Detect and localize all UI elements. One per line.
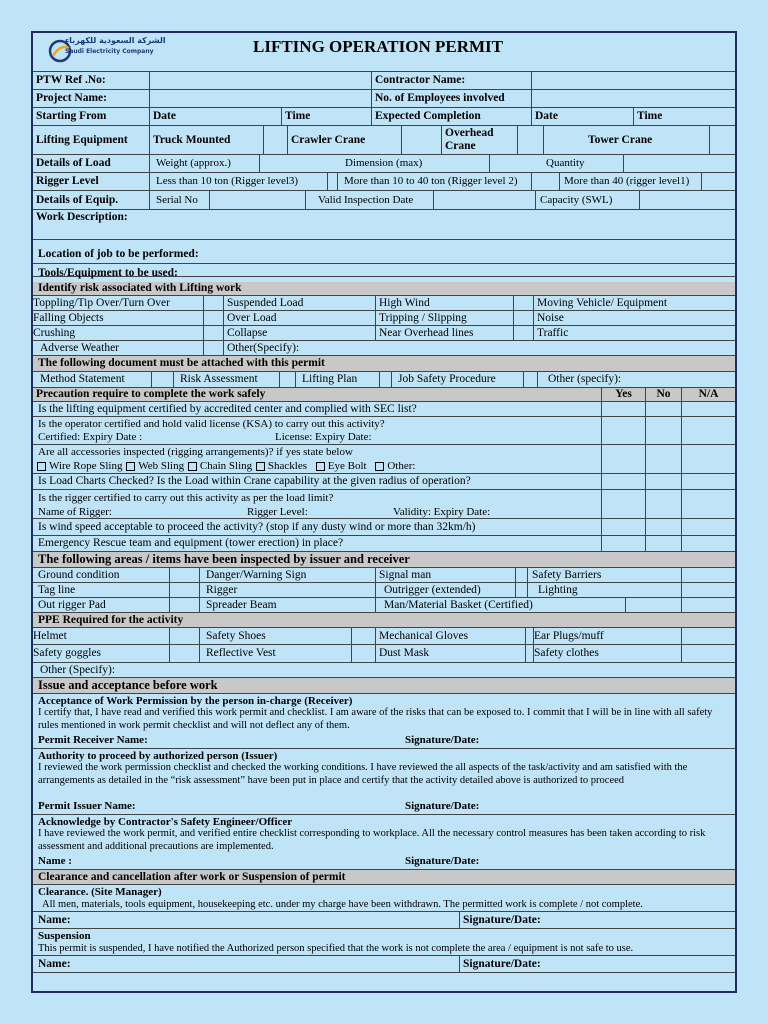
no-cell[interactable] — [645, 519, 681, 535]
weight-label: Weight (approx.) — [149, 155, 259, 172]
precaution-question: Is wind speed acceptable to proceed the activity? (stop if any dusty wind or more than 32km/h) — [38, 520, 476, 533]
ptw-ref-field[interactable] — [149, 71, 371, 89]
risk-item[interactable]: Noise — [533, 311, 735, 325]
rigger-level-3-option[interactable]: Less than 10 ton (Rigger level3) — [149, 173, 327, 190]
rigger-validity-label: Validity: Expiry Date: — [393, 506, 491, 518]
authority-text: I reviewed the work permission checklist and checked the working conditions. I have reviewed the all aspects of the task/activity and am satisfied with the arrangements as detailed in the “risk assessment” have been put in place and certify that the activity detailed above is authorized to proceed — [38, 762, 688, 786]
precaution-question: Is Load Charts Checked? Is the Load within Crane capability at the given radius of operation? — [38, 475, 471, 488]
permit-form — [31, 31, 737, 993]
accessory-label: Shackles — [267, 460, 307, 472]
ppe-row-1 — [33, 628, 735, 645]
logo-arabic-text: الشركة السعودية للكهرباء — [65, 36, 166, 45]
precaution-row-3 — [33, 445, 735, 474]
expected-completion-label: Expected Completion — [371, 108, 531, 125]
inspected-check[interactable] — [169, 583, 199, 597]
tools-label: Tools/Equipment to be used: — [38, 266, 178, 279]
na-cell[interactable] — [681, 490, 735, 518]
ptw-ref-label: PTW Ref .No: — [36, 73, 106, 86]
equip-row — [33, 191, 735, 210]
documents-row — [33, 372, 735, 388]
clearance-header — [33, 870, 735, 885]
ppe-check[interactable] — [351, 628, 375, 644]
receiver-signature-label[interactable]: Signature/Date: — [405, 734, 480, 746]
no-cell[interactable] — [645, 474, 681, 489]
tower-crane-option[interactable]: Tower Crane — [543, 126, 709, 154]
na-cell[interactable] — [681, 474, 735, 489]
clearance-title: Clearance. (Site Manager) — [38, 886, 162, 898]
na-cell[interactable] — [681, 417, 735, 444]
wire-rope-sling-checkbox[interactable] — [37, 462, 46, 471]
ppe-item[interactable]: Reflective Vest — [199, 645, 351, 662]
ptw-row — [33, 71, 735, 90]
quantity-label: Quantity — [546, 157, 585, 170]
document-item[interactable]: Lifting Plan — [295, 372, 379, 387]
document-check[interactable] — [523, 372, 537, 387]
rigger-level-2-check[interactable] — [531, 173, 559, 190]
clearance-header-text: Clearance and cancellation after work or Suspension of permit — [38, 870, 346, 883]
inspected-item[interactable]: Spreader Beam — [199, 598, 375, 612]
ppe-check[interactable] — [681, 645, 735, 662]
suspension-block — [33, 929, 735, 956]
yes-cell[interactable] — [601, 417, 645, 444]
accessory-label: Chain Sling — [199, 460, 253, 472]
rigger-level-field-label: Rigger Level: — [247, 506, 308, 518]
capacity-label: Capacity (SWL) — [535, 191, 639, 209]
rigger-level-1-option[interactable]: More than 40 (rigger level1) — [559, 173, 701, 190]
no-cell[interactable] — [645, 402, 681, 416]
clearance-block — [33, 885, 735, 912]
ppe-check[interactable] — [169, 628, 199, 644]
rigger-level-row — [33, 173, 735, 191]
risk-item[interactable]: Over Load — [223, 311, 375, 325]
inspection-date-field[interactable] — [433, 191, 535, 209]
authority-block — [33, 749, 735, 815]
start-date-field[interactable]: Date — [149, 108, 281, 125]
acknowledge-text: I have reviewed the work permit, and verified entire checklist corresponding to workplace. All the necessary control measures has been taken according to risk assessment and additional precautions are implemented. — [38, 828, 706, 852]
ppe-item[interactable]: Safety Shoes — [199, 628, 351, 644]
risk-check[interactable] — [513, 326, 533, 340]
work-description-row[interactable] — [33, 210, 735, 240]
lifting-equipment-row — [33, 126, 735, 155]
inspected-header — [33, 552, 735, 568]
inspected-item[interactable]: Safety Barriers — [527, 568, 681, 582]
employees-field[interactable] — [531, 90, 735, 107]
risk-other-field[interactable]: Other(Specify): — [223, 341, 735, 355]
risk-check[interactable] — [203, 296, 223, 310]
ppe-item[interactable]: Helmet — [33, 629, 67, 642]
rigger-name-label: Name of Rigger: — [38, 506, 112, 518]
location-row[interactable] — [33, 240, 735, 264]
document-check[interactable] — [151, 372, 173, 387]
document-item[interactable]: Other (specify): — [537, 372, 735, 387]
document-item[interactable]: Method Statement — [40, 373, 125, 386]
risk-item[interactable]: Traffic — [533, 326, 735, 340]
inspected-row-2 — [33, 583, 735, 598]
issue-header — [33, 678, 735, 694]
documents-header-text: The following document must be attached with this permit — [38, 357, 325, 370]
ppe-other-row[interactable] — [33, 663, 735, 678]
na-column-header: N/A — [681, 388, 735, 401]
accessory-label: Other: — [387, 460, 416, 472]
precaution-row-2 — [33, 417, 735, 445]
precaution-row-1 — [33, 402, 735, 417]
precaution-question: Is the rigger certified to carry out this activity as per the load limit? — [38, 492, 334, 504]
contractor-name-field[interactable] — [531, 71, 735, 89]
yes-cell[interactable] — [601, 402, 645, 416]
no-cell[interactable] — [645, 417, 681, 444]
documents-header — [33, 356, 735, 372]
clearance-text: All men, materials, tools equipment, housekeeping etc. under my charge have been withdrawn. The permitted work is complete / not complete. — [42, 899, 643, 910]
risk-item[interactable]: Suspended Load — [223, 296, 375, 310]
truck-mounted-check[interactable] — [263, 126, 287, 154]
yes-cell[interactable] — [601, 445, 645, 473]
inspected-item[interactable]: Lighting — [527, 583, 681, 597]
ppe-check[interactable] — [169, 645, 199, 662]
precaution-question: Is the operator certified and hold valid license (KSA) to carry out this activity? — [38, 418, 385, 430]
risk-item[interactable]: Adverse Weather — [40, 341, 120, 354]
work-description-label: Work Description: — [36, 211, 128, 223]
tools-row[interactable] — [33, 264, 735, 282]
document-check[interactable] — [279, 372, 295, 387]
ppe-check[interactable] — [351, 645, 375, 662]
certified-expiry-label: Certified: Expiry Date : — [38, 431, 143, 443]
dimension-label: Dimension (max) — [345, 157, 423, 170]
ppe-item[interactable]: Ear Plugs/muff — [533, 628, 681, 644]
details-of-equip-label: Details of Equip. — [36, 193, 119, 206]
inspected-item[interactable]: Ground condition — [38, 568, 120, 581]
ppe-item[interactable]: Safety goggles — [33, 647, 102, 660]
inspected-row-1 — [33, 568, 735, 583]
crawler-crane-option[interactable]: Crawler Crane — [287, 126, 401, 154]
yes-cell[interactable] — [601, 519, 645, 535]
inspected-check[interactable] — [169, 568, 199, 582]
other-accessory-checkbox[interactable] — [375, 462, 384, 471]
authority-title: Authority to proceed by authorized person (Issuer) — [38, 750, 278, 762]
precaution-row-5 — [33, 490, 735, 519]
na-cell[interactable] — [681, 519, 735, 535]
accessory-label: Web Sling — [138, 460, 185, 472]
issue-header-text: Issue and acceptance before work — [38, 678, 218, 692]
end-date-field[interactable]: Date — [531, 108, 633, 125]
risk-check[interactable] — [203, 326, 223, 340]
ppe-check[interactable] — [681, 628, 735, 644]
inspected-item[interactable]: Out rigger Pad — [38, 598, 106, 611]
acceptance-text: I certify that, I have read and verified this work permit and checklist. I am aware of the risks that can be exposed to. I commit that I will be in line with all safety rules mentioned in work permit checklist and will not deflect any of them. — [38, 707, 713, 731]
inspected-item[interactable]: Man/Material Basket (Certified) — [375, 598, 625, 612]
inspected-check[interactable] — [681, 583, 735, 597]
ppe-header — [33, 613, 735, 628]
ppe-check[interactable] — [525, 645, 533, 662]
issuer-signature-label[interactable]: Signature/Date: — [405, 800, 480, 812]
ppe-header-text: PPE Required for the activity — [38, 613, 184, 626]
ppe-item[interactable]: Mechanical Gloves — [375, 628, 525, 644]
risk-check[interactable] — [203, 341, 223, 355]
rigger-level-3-check[interactable] — [327, 173, 337, 190]
risk-item[interactable]: Moving Vehicle/ Equipment — [533, 296, 735, 310]
ppe-item[interactable]: Safety clothes — [533, 645, 681, 662]
weight-field[interactable] — [259, 155, 339, 172]
rigger-level-1-check[interactable] — [701, 173, 735, 190]
accessory-options — [36, 460, 415, 472]
accessory-label: Wire Rope Sling — [49, 460, 123, 472]
overhead-crane-option[interactable]: Overhead Crane — [441, 126, 517, 154]
serial-no-label: Serial No — [149, 191, 209, 209]
ppe-row-2 — [33, 645, 735, 663]
quantity-field[interactable] — [623, 155, 735, 172]
inspected-check[interactable] — [515, 583, 527, 597]
accessory-label: Eye Bolt — [327, 460, 367, 472]
safety-officer-name-label[interactable]: Name : — [38, 855, 72, 867]
crawler-crane-check[interactable] — [401, 126, 441, 154]
risk-check[interactable] — [203, 311, 223, 325]
risk-check[interactable] — [513, 296, 533, 310]
risk-row-2 — [33, 311, 735, 326]
inspection-date-label: Valid Inspection Date — [305, 191, 433, 209]
inspected-item[interactable]: Signal man — [375, 568, 515, 582]
inspected-check[interactable] — [169, 598, 199, 612]
employees-label: No. of Employees involved — [371, 90, 531, 107]
precaution-question: Is the lifting equipment certified by accredited center and complied with SEC list? — [38, 402, 417, 415]
precaution-row-6 — [33, 519, 735, 536]
title-bar — [33, 33, 735, 72]
suspension-sign-row — [33, 956, 735, 973]
project-row — [33, 90, 735, 108]
document-check[interactable] — [379, 372, 391, 387]
suspension-text: This permit is suspended, I have notified the Authorized person specified that the work is not complete the area / equipment is not safe to use. — [38, 943, 634, 954]
yes-cell[interactable] — [601, 474, 645, 489]
inspected-item[interactable]: Outrigger (extended) — [375, 583, 515, 597]
license-expiry-label: License: Expiry Date: — [275, 431, 372, 443]
project-name-field[interactable] — [149, 90, 371, 107]
yes-cell[interactable] — [601, 536, 645, 551]
document-item[interactable]: Job Safety Procedure — [391, 372, 523, 387]
safety-officer-signature-label[interactable]: Signature/Date: — [405, 855, 480, 867]
inspected-item[interactable]: Tag line — [38, 583, 76, 596]
acknowledge-title: Acknowledge by Contractor's Safety Engineer/Officer — [38, 816, 293, 828]
inspected-header-text: The following areas / items have been inspected by issuer and receiver — [38, 552, 410, 566]
no-cell[interactable] — [645, 445, 681, 473]
acknowledge-block — [33, 815, 735, 870]
risk-row-4 — [33, 341, 735, 356]
precaution-question: Are all accessories inspected (rigging arrangements)? if yes state below — [38, 446, 353, 458]
eye-bolt-checkbox[interactable] — [316, 462, 325, 471]
logo-english-text: Saudi Electricity Company — [65, 48, 154, 55]
inspected-check[interactable] — [681, 568, 735, 582]
shackles-checkbox[interactable] — [256, 462, 265, 471]
risk-check[interactable] — [513, 311, 533, 325]
risk-row-1 — [33, 296, 735, 311]
risk-item[interactable]: Toppling/Tip Over/Turn Over — [33, 296, 170, 309]
schedule-row — [33, 108, 735, 126]
no-cell[interactable] — [645, 490, 681, 518]
precaution-header — [33, 388, 735, 402]
starting-from-label: Starting From — [36, 110, 107, 123]
clearance-name-label[interactable]: Name: — [38, 913, 71, 926]
risk-item[interactable]: High Wind — [375, 296, 513, 310]
receiver-name-label[interactable]: Permit Receiver Name: — [38, 734, 148, 746]
dimension-field[interactable] — [489, 155, 543, 172]
load-row — [33, 155, 735, 173]
end-time-field[interactable]: Time — [633, 108, 735, 125]
details-of-load-label: Details of Load — [36, 157, 111, 170]
ppe-check[interactable] — [525, 628, 533, 644]
risk-row-3 — [33, 326, 735, 341]
risk-item[interactable]: Near Overhead lines — [375, 326, 513, 340]
suspension-title: Suspension — [38, 930, 91, 942]
na-cell[interactable] — [681, 402, 735, 416]
ppe-other-label: Other (Specify): — [40, 663, 116, 676]
no-cell[interactable] — [645, 536, 681, 551]
page-title: LIFTING OPERATION PERMIT — [253, 37, 503, 56]
capacity-field[interactable] — [639, 191, 735, 209]
precaution-header-text: Precaution require to complete the work safely — [33, 388, 601, 401]
clearance-signature-label[interactable]: Signature/Date: — [459, 912, 735, 928]
overhead-crane-check[interactable] — [517, 126, 543, 154]
precaution-row-7 — [33, 536, 735, 552]
risk-item[interactable]: Collapse — [223, 326, 375, 340]
na-cell[interactable] — [681, 445, 735, 473]
acceptance-title: Acceptance of Work Permission by the person in-charge (Receiver) — [38, 695, 353, 707]
document-item[interactable]: Risk Assessment — [173, 372, 279, 387]
issuer-name-label[interactable]: Permit Issuer Name: — [38, 800, 136, 812]
risk-header — [33, 282, 735, 296]
lifting-equipment-label: Lifting Equipment — [36, 133, 128, 146]
risk-item[interactable]: Falling Objects — [33, 311, 104, 324]
inspected-item[interactable]: Danger/Warning Sign — [199, 568, 375, 582]
na-cell[interactable] — [681, 536, 735, 551]
risk-item[interactable]: Tripping / Slipping — [375, 311, 513, 325]
serial-no-field[interactable] — [209, 191, 305, 209]
inspected-check[interactable] — [625, 598, 681, 612]
risk-header-text: Identify risk associated with Lifting work — [38, 282, 242, 295]
precaution-question: Emergency Rescue team and equipment (tower erection) in place? — [38, 537, 344, 550]
clearance-sign-row — [33, 912, 735, 929]
inspected-row-3 — [33, 598, 735, 613]
suspension-name-label[interactable]: Name: — [38, 957, 71, 970]
tower-crane-check[interactable] — [709, 126, 735, 154]
inspected-item[interactable]: Rigger — [199, 583, 375, 597]
yes-cell[interactable] — [601, 490, 645, 518]
web-sling-checkbox[interactable] — [126, 462, 135, 471]
truck-mounted-option[interactable]: Truck Mounted — [149, 126, 263, 154]
rigger-level-2-option[interactable]: More than 10 to 40 ton (Rigger level 2) — [337, 173, 531, 190]
ppe-item[interactable]: Dust Mask — [375, 645, 525, 662]
precaution-row-4 — [33, 474, 735, 490]
suspension-signature-label[interactable]: Signature/Date: — [459, 956, 735, 972]
inspected-check[interactable] — [681, 598, 735, 612]
inspected-check[interactable] — [515, 568, 527, 582]
acceptance-block — [33, 694, 735, 749]
location-label: Location of job to be performed: — [38, 248, 199, 261]
contractor-name-label: Contractor Name: — [371, 71, 531, 89]
risk-item[interactable]: Crushing — [33, 326, 76, 339]
rigger-level-label: Rigger Level — [36, 175, 99, 188]
project-name-label: Project Name: — [36, 92, 107, 105]
yes-column-header: Yes — [601, 388, 645, 401]
chain-sling-checkbox[interactable] — [188, 462, 197, 471]
start-time-field[interactable]: Time — [281, 108, 371, 125]
no-column-header: No — [645, 388, 681, 401]
